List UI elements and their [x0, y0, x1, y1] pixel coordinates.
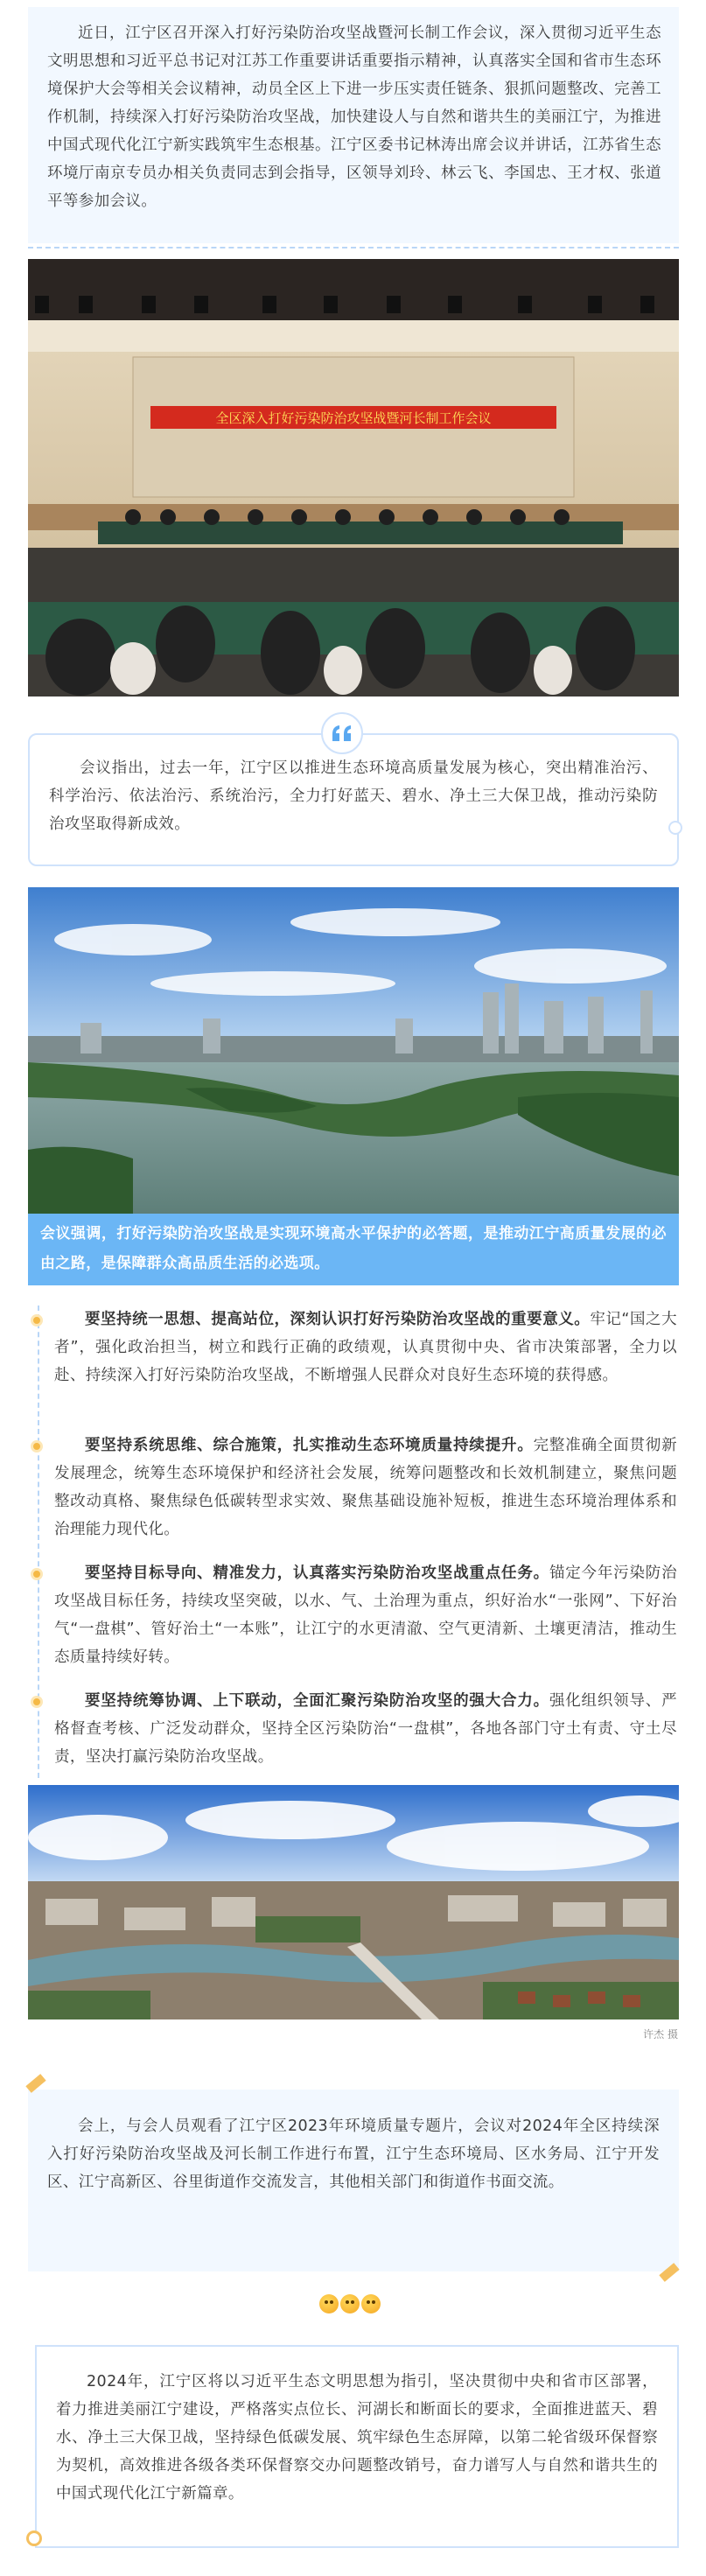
quote-icon	[321, 712, 363, 754]
emphasis-text: 会议强调，打好污染防治攻坚战是实现环境高水平保护的必答题，是推动江宁高质量发展的必由之路，是保障群众高品质生活的必选项。	[40, 1225, 667, 1272]
outlook-block	[35, 2345, 679, 2548]
meeting-summary-block	[28, 2090, 679, 2272]
list-item	[54, 1559, 677, 1671]
decor-dot	[668, 821, 682, 835]
smile-emoji-icon	[340, 2294, 360, 2314]
meeting-hall-photo	[28, 259, 679, 696]
quote-block	[28, 733, 679, 866]
list-item	[54, 1306, 677, 1390]
list-item	[54, 1687, 677, 1771]
lake-city-photo	[28, 887, 679, 1214]
emphasis-banner	[28, 1214, 679, 1285]
point-text: 强化组织领导、严格督查考核、广泛发动群众，坚持全区污染防治“一盘棋”，各地各部门守土有责、守土尽责，坚决打赢污染防治攻坚战。	[54, 1692, 677, 1766]
hall-banner-text: 全区深入打好污染防治攻坚战暨河长制工作会议	[215, 410, 492, 426]
bullet-dot-icon	[31, 1314, 43, 1326]
key-points-list	[35, 1306, 679, 1778]
photo-credit: 许杰 摄	[643, 2028, 678, 2040]
outlook-text: 2024年，江宁区将以习近平生态文明思想为指引，坚决贯彻中央和省市区部署，着力推进美丽江宁建设，严格落实点位长、河湖长和断面长的要求，全面推进蓝天、碧水、净土三大保卫战，坚持绿色低碳发展、筑牢绿色生态屏障，以第二轮省级环保督察为契机，高效推进各级各类环保督察交办问题整改销号，奋力谱写人与自然和谐共生的中国式现代化江宁新篇章。	[56, 2373, 658, 2502]
bullet-dot-icon	[31, 1568, 43, 1580]
intro-block	[28, 7, 679, 243]
point-heading: 要坚持统一思想、提高站位，深刻认识打好污染防治攻坚战的重要意义。	[85, 1311, 591, 1328]
point-heading: 要坚持目标导向、精准发力，认真落实污染防治攻坚战重点任务。	[85, 1564, 549, 1582]
point-heading: 要坚持系统思维、综合施策，扎实推动生态环境质量持续提升。	[85, 1437, 534, 1454]
point-text: 锚定今年污染防治攻坚战目标任务，持续攻坚突破，以水、气、土治理为重点，织好治水“一张网”、下好治气“一盘棋”、管好治土“一本账”，让江宁的水更清澈、空气更清新、土壤更清洁，推动生态质量持续好转。	[54, 1564, 677, 1666]
decor-dot	[26, 2530, 42, 2546]
intro-text: 近日，江宁区召开深入打好污染防治攻坚战暨河长制工作会议，深入贯彻习近平生态文明思想和习近平总书记对江苏工作重要讲话重要指示精神，认真落实全国和省市生态环境保护大会等相关会议精神，动员全区上下进一步压实责任链条、狠抓问题整改、完善工作机制，持续深入打好污染防治攻坚战，加快建设人与自然和谐共生的美丽江宁，为推进中国式现代化江宁新实践筑牢生态根基。江宁区委书记林涛出席会议并讲话，江苏省生态环境厅南京专员办相关负责同志到会指导，区领导刘玲、林云飞、李国忠、王才权、张道平等参加会议。	[47, 24, 661, 210]
meeting-text: 会上，与会人员观看了江宁区2023年环境质量专题片，会议对2024年全区持续深入打好污染防治攻坚战及河长制工作进行布置，江宁生态环境局、区水务局、江宁开发区、江宁高新区、谷里街道作交流发言，其他相关部门和街道作书面交流。	[47, 2118, 660, 2191]
smile-emoji-icon	[319, 2294, 339, 2314]
emoji-row	[319, 2294, 381, 2314]
point-heading: 要坚持统筹协调、上下联动，全面汇聚污染防治攻坚的强大合力。	[85, 1692, 549, 1710]
list-item	[54, 1432, 677, 1544]
quote-text: 会议指出，过去一年，江宁区以推进生态环境高质量发展为核心，突出精准治污、科学治污、依法治污、系统治污，全力打好蓝天、碧水、净土三大保卫战，推动污染防治攻坚取得新成效。	[49, 760, 658, 833]
point-text: 牢记“国之大者”，强化政治担当，树立和践行正确的政绩观，认真贯彻中央、省市决策部署，全力以赴、持续深入打好污染防治攻坚战，不断增强人民群众对良好生态环境的获得感。	[54, 1311, 677, 1384]
bullet-dot-icon	[31, 1440, 43, 1452]
aerial-city-photo	[28, 1785, 679, 2020]
point-text: 完整准确全面贯彻新发展理念，统筹生态环境保护和经济社会发展，统筹问题整改和长效机制建立，聚焦问题整改动真格、聚焦绿色低碳转型求实效、聚焦基础设施补短板，推进生态环境治理体系和治理能力现代化。	[54, 1437, 677, 1538]
bullet-dot-icon	[31, 1696, 43, 1708]
smile-emoji-icon	[361, 2294, 381, 2314]
